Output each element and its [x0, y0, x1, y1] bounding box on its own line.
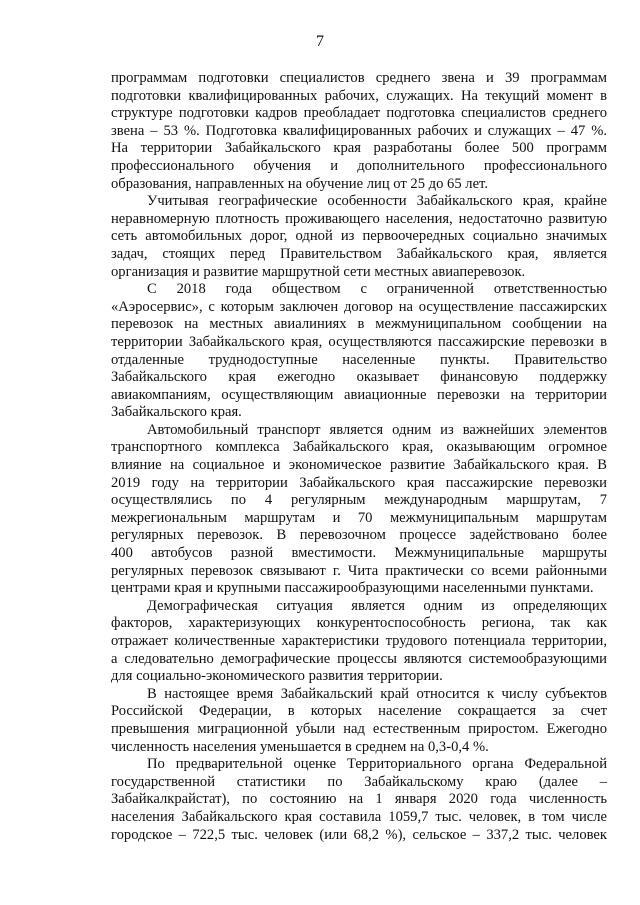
text-line: Автомобильный транспорт является одним из важнейших элементов: [147, 421, 607, 438]
document-body: [111, 70, 607, 844]
text-line: Забайкальского края.: [111, 404, 242, 421]
text-line: 2019 году на территории Забайкальского края пассажирские перевозки: [111, 474, 607, 491]
text-line: «Аэросервис», с которым заключен договор на осуществление пассажирских: [111, 298, 607, 315]
text-line: программам подготовки специалистов среднего звена и 39 программам: [111, 70, 607, 86]
text-line: С 2018 года обществом с ограниченной ответственностью: [147, 281, 607, 298]
text-line: подготовки квалифицированных рабочих, служащих. На текущий момент в: [111, 87, 607, 104]
text-line: регулярных перевозок. В перевозочном процессе задействовано более: [111, 527, 607, 544]
paragraph: [111, 70, 607, 193]
text-line: для социально-экономического развития территории.: [111, 668, 443, 685]
text-line: городское – 722,5 тыс. человек (или 68,2 %), сельское – 337,2 тыс. человек: [111, 826, 607, 843]
paragraph: [111, 281, 607, 422]
text-line: Забайкалкрайстат), по состоянию на 1 января 2020 года численность: [111, 791, 607, 808]
text-line: государственной статистики по Забайкальскому краю (далее –: [111, 773, 607, 790]
text-line: организация и развитие маршрутной сети местных авиаперевозок.: [111, 263, 526, 280]
text-line: транспортного комплекса Забайкальского края, оказывающим огромное: [111, 439, 607, 456]
text-line: задач, стоящих перед Правительством Забайкальского края, является: [111, 245, 607, 262]
text-line: Демографическая ситуация является одним из определяющих: [147, 597, 607, 614]
paragraph: [111, 422, 607, 598]
text-line: авиакомпаниям, осуществляющим авиационные перевозки на территории: [111, 386, 607, 403]
page-number: 7: [316, 33, 324, 50]
text-line: превышения миграционной убыли над естественным приростом. Ежегодно: [111, 720, 607, 737]
text-line: территории Забайкальского края, осуществляются пассажирские перевозки в: [111, 333, 607, 350]
text-line: По предварительной оценке Территориального органа Федеральной: [147, 756, 607, 773]
text-line: факторов, характеризующих конкурентоспособность региона, так как: [111, 615, 607, 632]
text-line: осуществлялись по 4 регулярным международным маршрутам, 7: [111, 492, 607, 509]
text-line: 400 автобусов разной вместимости. Межмуниципальные маршруты: [111, 545, 607, 562]
text-line: населения Забайкальского края составила 1059,7 тыс. человек, в том числе: [111, 808, 607, 825]
text-line: а следовательно демографические процессы являются системообразующими: [111, 650, 607, 667]
text-line: Забайкальского края ежегодно оказывает финансовую поддержку: [111, 369, 607, 386]
text-line: отдаленные труднодоступные населенные пункты. Правительство: [111, 351, 607, 368]
text-line: отражает количественные характеристики трудового потенциала территории,: [111, 633, 607, 649]
paragraph: [111, 756, 607, 844]
text-line: перевозок на местных авиалиниях в межмуниципальном сообщении на: [111, 316, 607, 333]
text-line: численность населения уменьшается в среднем на 0,3-0,4 %.: [111, 738, 489, 755]
paragraph: [111, 193, 607, 281]
text-line: неравномерную плотность проживающего населения, недостаточно развитую: [111, 210, 607, 227]
text-line: образования, направленных на обучение лиц от 25 до 65 лет.: [111, 175, 488, 192]
text-line: регулярных перевозок связывают г. Чита практически со всеми районными: [111, 562, 607, 579]
text-line: влияние на социальное и экономическое развитие Забайкальского края. В: [111, 457, 607, 474]
text-line: профессионального обучения и дополнительного профессионального: [111, 157, 607, 174]
text-line: сеть автомобильных дорог, одной из первоочередных социально значимых: [111, 228, 607, 245]
text-line: Учитывая географические особенности Забайкальского края, крайне: [147, 193, 607, 210]
paragraph: [111, 598, 607, 686]
text-line: центрами края и крупными пассажирообразующими населенными пунктами.: [111, 580, 594, 597]
paragraph: [111, 686, 607, 756]
text-line: Российской Федерации, в которых население сокращается за счет: [111, 703, 607, 720]
text-line: звена – 53 %. Подготовка квалифицированных рабочих и служащих – 47 %.: [111, 122, 607, 139]
text-line: В настоящее время Забайкальский край относится к числу субъектов: [147, 685, 607, 702]
text-line: На территории Забайкальского края разработаны более 500 программ: [111, 140, 607, 157]
text-line: межрегиональным маршрутам и 70 межмуниципальным маршрутам: [111, 509, 607, 526]
text-line: структуре подготовки кадров преобладает подготовка специалистов среднего: [111, 105, 607, 122]
